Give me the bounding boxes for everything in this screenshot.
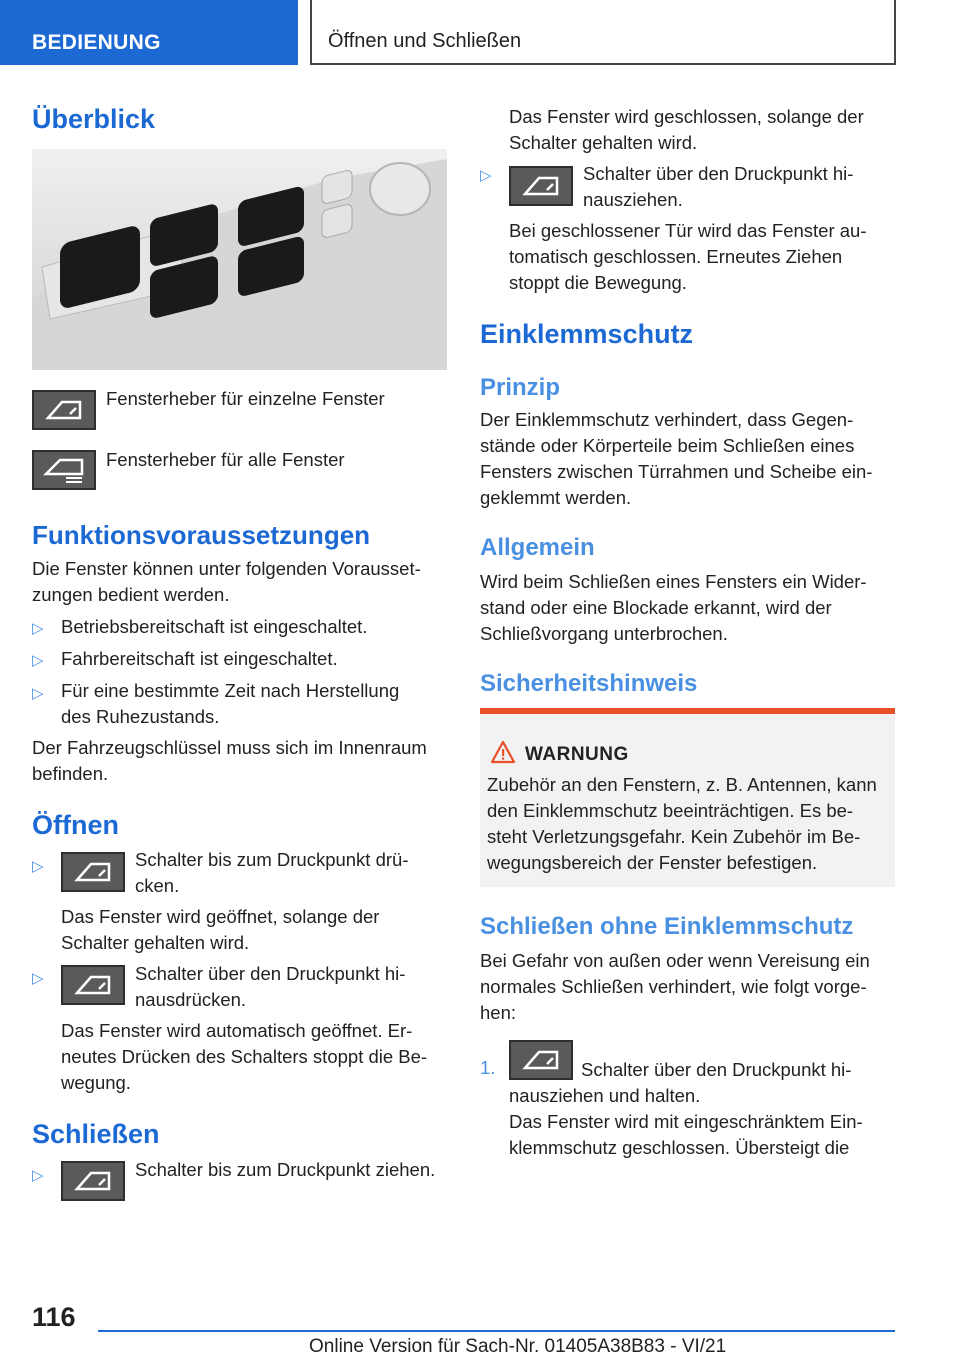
general-line-3: Schließvorgang unterbrochen. xyxy=(480,623,728,644)
step-number: 1. xyxy=(480,1057,496,1078)
functions-outro-line-1: Der Fahrzeugschlüssel muss sich im Innenraum xyxy=(32,737,427,758)
warning-title: WARNUNG xyxy=(525,744,629,765)
general-line-1: Wird beim Schließen eines Fensters ein Wider- xyxy=(480,571,867,592)
close-without-pinch-heading: Schließen ohne Einklemmschutz xyxy=(480,913,854,940)
bullet-icon: ▷ xyxy=(32,652,44,669)
functions-item-1: Betriebsbereitschaft ist eingeschaltet. xyxy=(61,616,368,637)
window-switch-icon xyxy=(509,166,573,206)
warning-line-4: wegungsbereich der Fenster befestigen. xyxy=(487,852,818,873)
warning-box xyxy=(480,708,895,887)
window-switch-icon xyxy=(61,965,125,1005)
footer-version-text: Online Version für Sach-Nr. 01405A38B83 - VI/21 xyxy=(309,1336,727,1357)
open-item-2-line-5: wegung. xyxy=(61,1072,131,1093)
open-item-1-line-3: Das Fenster wird geöffnet, solange der xyxy=(61,906,380,927)
bullet-icon: ▷ xyxy=(32,858,44,875)
functions-item-3: Für eine bestimmte Zeit nach Herstellung xyxy=(61,680,400,701)
principle-line-1: Der Einklemmschutz verhindert, dass Gegen- xyxy=(480,409,854,430)
open-item-2-line-3: Das Fenster wird automatisch geöffnet. Er- xyxy=(61,1020,413,1041)
open-item-1-line-2: cken. xyxy=(135,875,180,896)
principle-line-4: geklemmt werden. xyxy=(480,487,632,508)
open-item-1-line-4: Schalter gehalten wird. xyxy=(61,932,250,953)
bullet-icon: ▷ xyxy=(32,685,44,702)
close-item-2-line-5: stoppt die Bewegung. xyxy=(509,272,687,293)
warning-triangle-icon xyxy=(490,740,516,764)
symbol-all-label: Fensterheber für alle Fenster xyxy=(106,449,345,470)
step-line-2: nausziehen und halten. xyxy=(509,1085,701,1106)
principle-line-2: stände oder Körperteile beim Schließen eines xyxy=(480,435,855,456)
window-switch-icon xyxy=(509,1040,573,1080)
warning-line-1: Zubehör an den Fenstern, z. B. Antennen, kann xyxy=(487,774,877,795)
window-switch-icon xyxy=(61,852,125,892)
close-heading: Schließen xyxy=(32,1119,160,1149)
topic-tab xyxy=(310,0,896,65)
functions-intro-line-1: Die Fenster können unter folgenden Vorausset- xyxy=(32,558,421,579)
close-item-2-line-1: Schalter über den Druckpunkt hi- xyxy=(583,163,854,184)
warning-text xyxy=(487,772,892,876)
nopinch-line-2: normales Schließen verhindert, wie folgt vorge- xyxy=(480,976,867,997)
nopinch-line-1: Bei Gefahr von außen oder wenn Vereisung ein xyxy=(480,950,870,971)
step-line-1: Schalter über den Druckpunkt hi- xyxy=(581,1059,852,1080)
open-item-1-line-1: Schalter bis zum Druckpunkt drü- xyxy=(135,849,409,870)
window-switch-icon xyxy=(61,1161,125,1201)
bullet-icon: ▷ xyxy=(480,167,492,184)
principle-heading: Prinzip xyxy=(480,374,561,401)
open-item-2-line-1: Schalter über den Druckpunkt hi- xyxy=(135,963,406,984)
pinch-protection-heading: Einklemmschutz xyxy=(480,319,694,349)
functions-item-3-cont: des Ruhezustands. xyxy=(61,706,220,727)
bullet-icon: ▷ xyxy=(32,970,44,987)
close-item-1-line-1: Schalter bis zum Druckpunkt ziehen. xyxy=(135,1159,436,1180)
warning-line-3: steht Verletzungsgefahr. Kein Zubehör im Be- xyxy=(487,826,861,847)
window-switch-icon xyxy=(32,390,96,430)
bullet-icon: ▷ xyxy=(32,1167,44,1184)
footer-divider xyxy=(98,1330,895,1332)
safety-heading: Sicherheitshinweis xyxy=(480,670,698,697)
open-item-2-line-4: neutes Drücken des Schalters stoppt die Be- xyxy=(61,1046,428,1067)
functions-outro-line-2: befinden. xyxy=(32,763,109,784)
topic-label: Öffnen und Schließen xyxy=(328,30,522,52)
bullet-icon: ▷ xyxy=(32,620,44,637)
step-line-4: klemmschutz geschlossen. Übersteigt die xyxy=(509,1137,850,1158)
open-item-2-line-2: nausdrücken. xyxy=(135,989,247,1010)
overview-heading: Überblick xyxy=(32,104,156,134)
nopinch-line-3: hen: xyxy=(480,1002,517,1023)
close-item-2-line-3: Bei geschlossener Tür wird das Fenster au- xyxy=(509,220,867,241)
close-item-2-line-2: nausziehen. xyxy=(583,189,683,210)
window-all-icon xyxy=(32,450,96,490)
window-switches-illustration xyxy=(32,149,447,370)
close-item-1-line-3: Schalter gehalten wird. xyxy=(509,132,698,153)
page-number: 116 xyxy=(32,1302,76,1332)
section-tab xyxy=(0,0,298,65)
close-item-2-line-4: tomatisch geschlossen. Erneutes Ziehen xyxy=(509,246,843,267)
window-switch-photo xyxy=(32,149,447,370)
functions-heading: Funktionsvoraussetzungen xyxy=(32,520,371,550)
warning-line-2: den Einklemmschutz beeinträchtigen. Es be- xyxy=(487,800,854,821)
general-line-2: stand oder eine Blockade erkannt, wird der xyxy=(480,597,832,618)
step-line-3: Das Fenster wird mit eingeschränktem Ein- xyxy=(509,1111,863,1132)
general-heading: Allgemein xyxy=(480,534,595,561)
close-item-1-line-2: Das Fenster wird geschlossen, solange der xyxy=(509,106,864,127)
functions-intro-line-2: zungen bedient werden. xyxy=(32,584,230,605)
open-heading: Öffnen xyxy=(32,810,119,840)
symbol-single-label: Fensterheber für einzelne Fenster xyxy=(106,388,385,409)
functions-item-2: Fahrbereitschaft ist eingeschaltet. xyxy=(61,648,338,669)
principle-line-3: Fensters zwischen Türrahmen und Scheibe ein- xyxy=(480,461,873,482)
section-label: BEDIENUNG xyxy=(32,31,161,54)
